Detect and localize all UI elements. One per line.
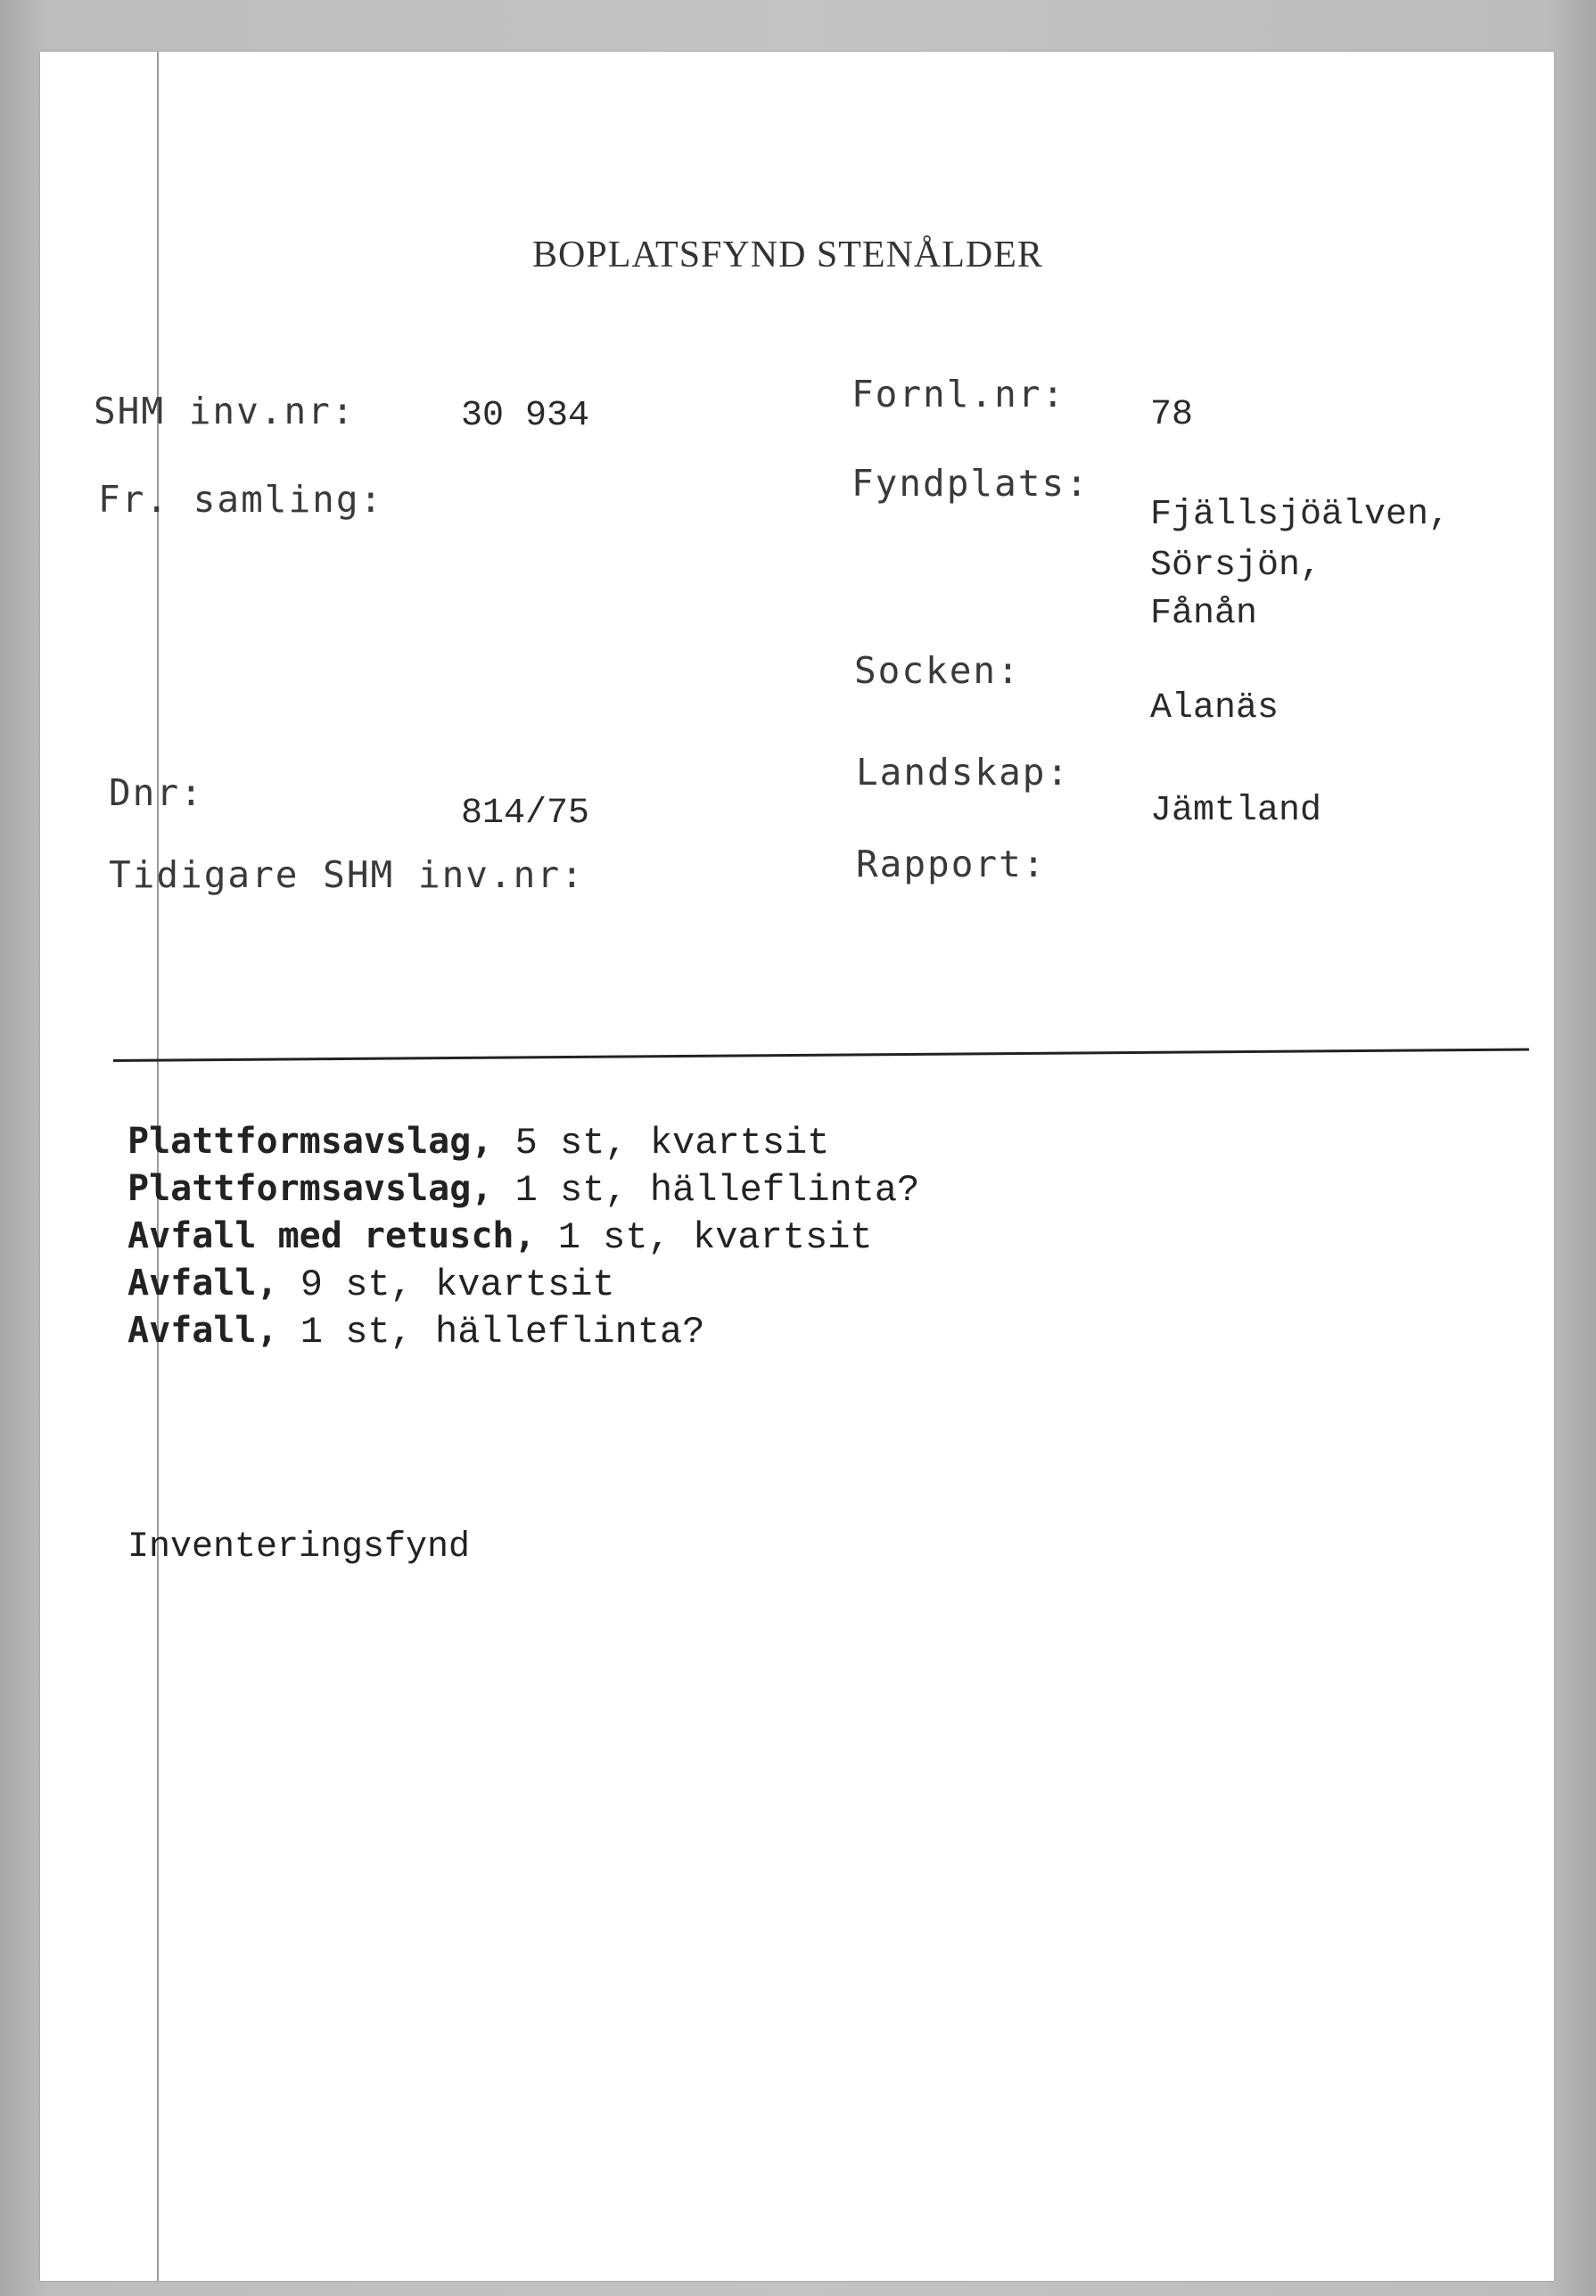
item-name: Avfall, [128,1263,278,1304]
item-detail: 1 st, hälleflinta? [492,1169,920,1212]
rapport-label: Rapport: [856,843,1047,885]
tidigare-inv-label: Tidigare SHM inv.nr: [109,853,585,896]
list-item [128,1119,919,1166]
item-detail: 1 st, hälleflinta? [277,1311,705,1354]
item-name: Plattformsavslag, [128,1168,493,1209]
shm-inv-value: 30 934 [461,396,590,436]
dnr-value: 814/75 [461,794,590,834]
card-title: BOPLATSFYND STENÅLDER [532,235,1043,276]
fornl-label: Fornl.nr: [851,373,1066,416]
fyndplats-line-2: Sörsjön, [1150,546,1322,586]
item-detail: 9 st, kvartsit [277,1263,615,1306]
fyndplats-label: Fyndplats: [851,462,1090,505]
socken-value: Alanäs [1150,688,1279,728]
item-detail: 1 st, kvartsit [535,1216,873,1259]
shm-inv-label: SHM inv.nr: [94,390,356,432]
landskap-value: Jämtland [1150,791,1322,831]
item-name: Avfall, [128,1310,278,1351]
list-item [128,1166,919,1214]
dnr-label: Dnr: [109,771,204,814]
socken-label: Socken: [854,649,1021,692]
item-name: Avfall med retusch, [128,1215,536,1256]
find-list [128,1119,919,1355]
fornl-value: 78 [1150,395,1194,435]
fr-samling-label: Fr. samling: [98,478,384,521]
fyndplats-line-3: Fånån [1150,594,1258,634]
list-item [128,1261,919,1308]
list-item [128,1214,919,1261]
landskap-label: Landskap: [856,751,1071,794]
item-detail: 5 st, kvartsit [492,1122,830,1164]
note-text: Inventeringsfynd [128,1527,471,1568]
item-name: Plattformsavslag, [128,1121,493,1162]
list-item [128,1308,919,1355]
fyndplats-line-1: Fjällsjöälven, [1150,495,1451,535]
